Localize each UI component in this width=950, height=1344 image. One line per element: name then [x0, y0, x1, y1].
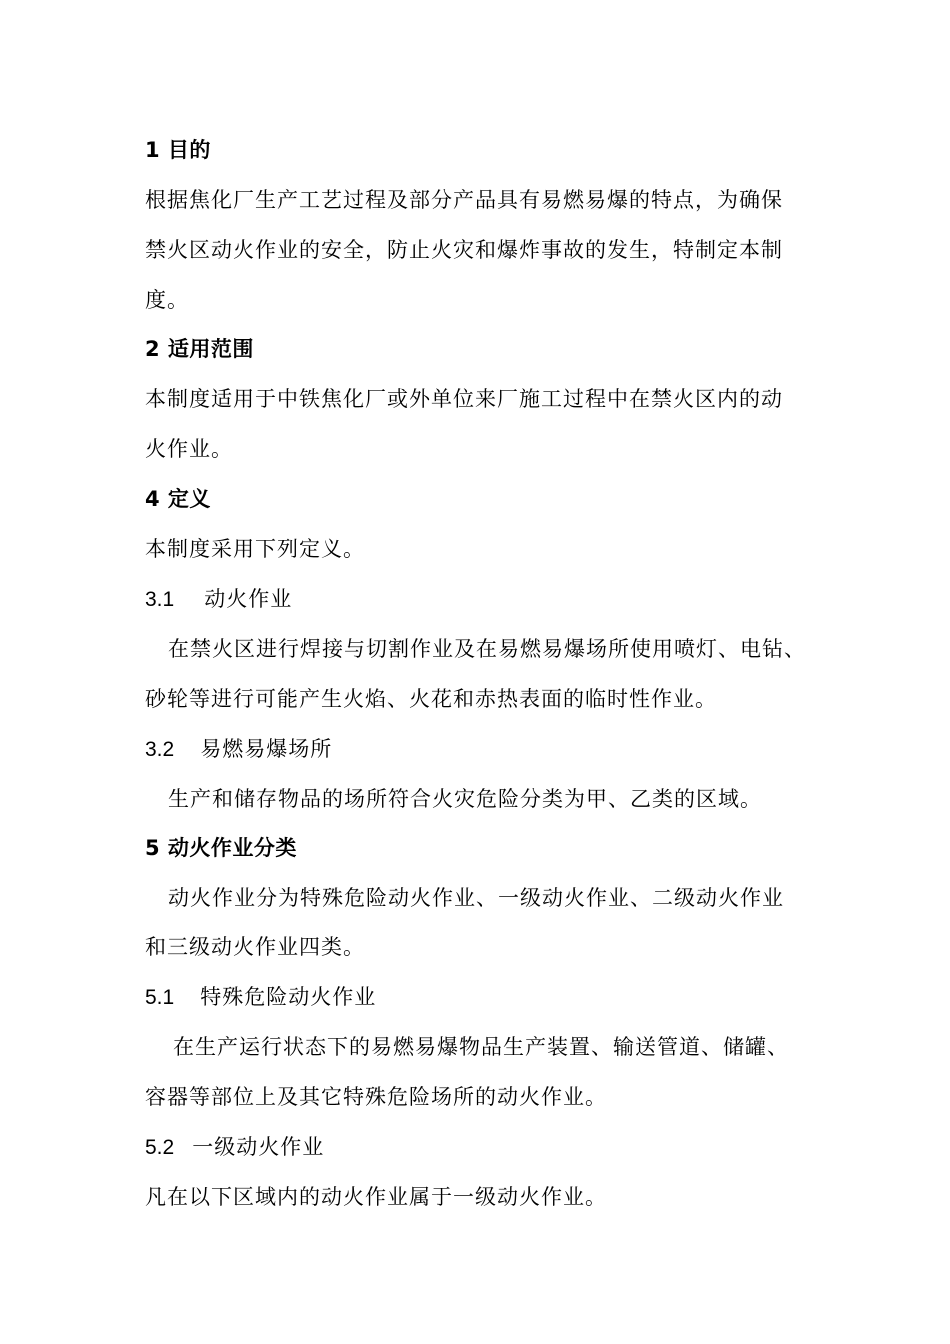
classification-5-1-line-1: 在生产运行状态下的易燃易爆物品生产装置、输送管道、储罐、 [173, 1035, 789, 1059]
scope-line-1: 本制度适用于中铁焦化厂或外单位来厂施工过程中在禁火区内的动 [145, 387, 783, 411]
scope-line-2: 火作业。 [145, 437, 233, 461]
classification-5-1-line-2: 容器等部位上及其它特殊危险场所的动火作业。 [145, 1085, 607, 1109]
classification-line-2: 和三级动火作业四类。 [145, 935, 365, 959]
definition-3-1-line-1: 在禁火区进行焊接与切割作业及在易燃易爆场所使用喷灯、电钻、 [168, 637, 806, 661]
purpose-line-2: 禁火区动火作业的安全，防止火灾和爆炸事故的发生，特制定本制 [145, 238, 783, 262]
item-title: 特殊危险动火作业 [200, 985, 377, 1009]
definition-3-2-line-1: 生产和储存物品的场所符合火灾危险分类为甲、乙类的区域。 [168, 787, 762, 811]
definition-item-3-1 [145, 584, 292, 615]
item-number: 5.1 [145, 986, 175, 1009]
heading-scope: 2 适用范围 [145, 337, 254, 361]
definition-3-1-line-2: 砂轮等进行可能产生火焰、火花和赤热表面的临时性作业。 [145, 687, 717, 711]
purpose-line-3: 度。 [145, 288, 189, 312]
item-number: 3.2 [145, 738, 175, 761]
item-title: 一级动火作业 [192, 1135, 325, 1159]
purpose-line-1: 根据焦化厂生产工艺过程及部分产品具有易燃易爆的特点，为确保 [145, 188, 783, 212]
item-title: 易燃易爆场所 [200, 737, 333, 761]
classification-item-5-1 [145, 982, 376, 1013]
item-title: 动火作业 [204, 587, 293, 611]
item-number: 3.1 [145, 588, 175, 611]
heading-purpose: 1 目的 [145, 138, 211, 162]
definitions-intro: 本制度采用下列定义。 [145, 537, 365, 561]
classification-5-2-line-1: 凡在以下区域内的动火作业属于一级动火作业。 [145, 1185, 607, 1209]
definition-item-3-2 [145, 734, 332, 765]
classification-line-1: 动火作业分为特殊危险动火作业、一级动火作业、二级动火作业 [168, 886, 784, 910]
heading-definitions: 4 定义 [145, 487, 211, 511]
heading-classification: 5 动火作业分类 [145, 836, 297, 860]
classification-item-5-2 [145, 1132, 324, 1163]
item-number: 5.2 [145, 1136, 175, 1159]
